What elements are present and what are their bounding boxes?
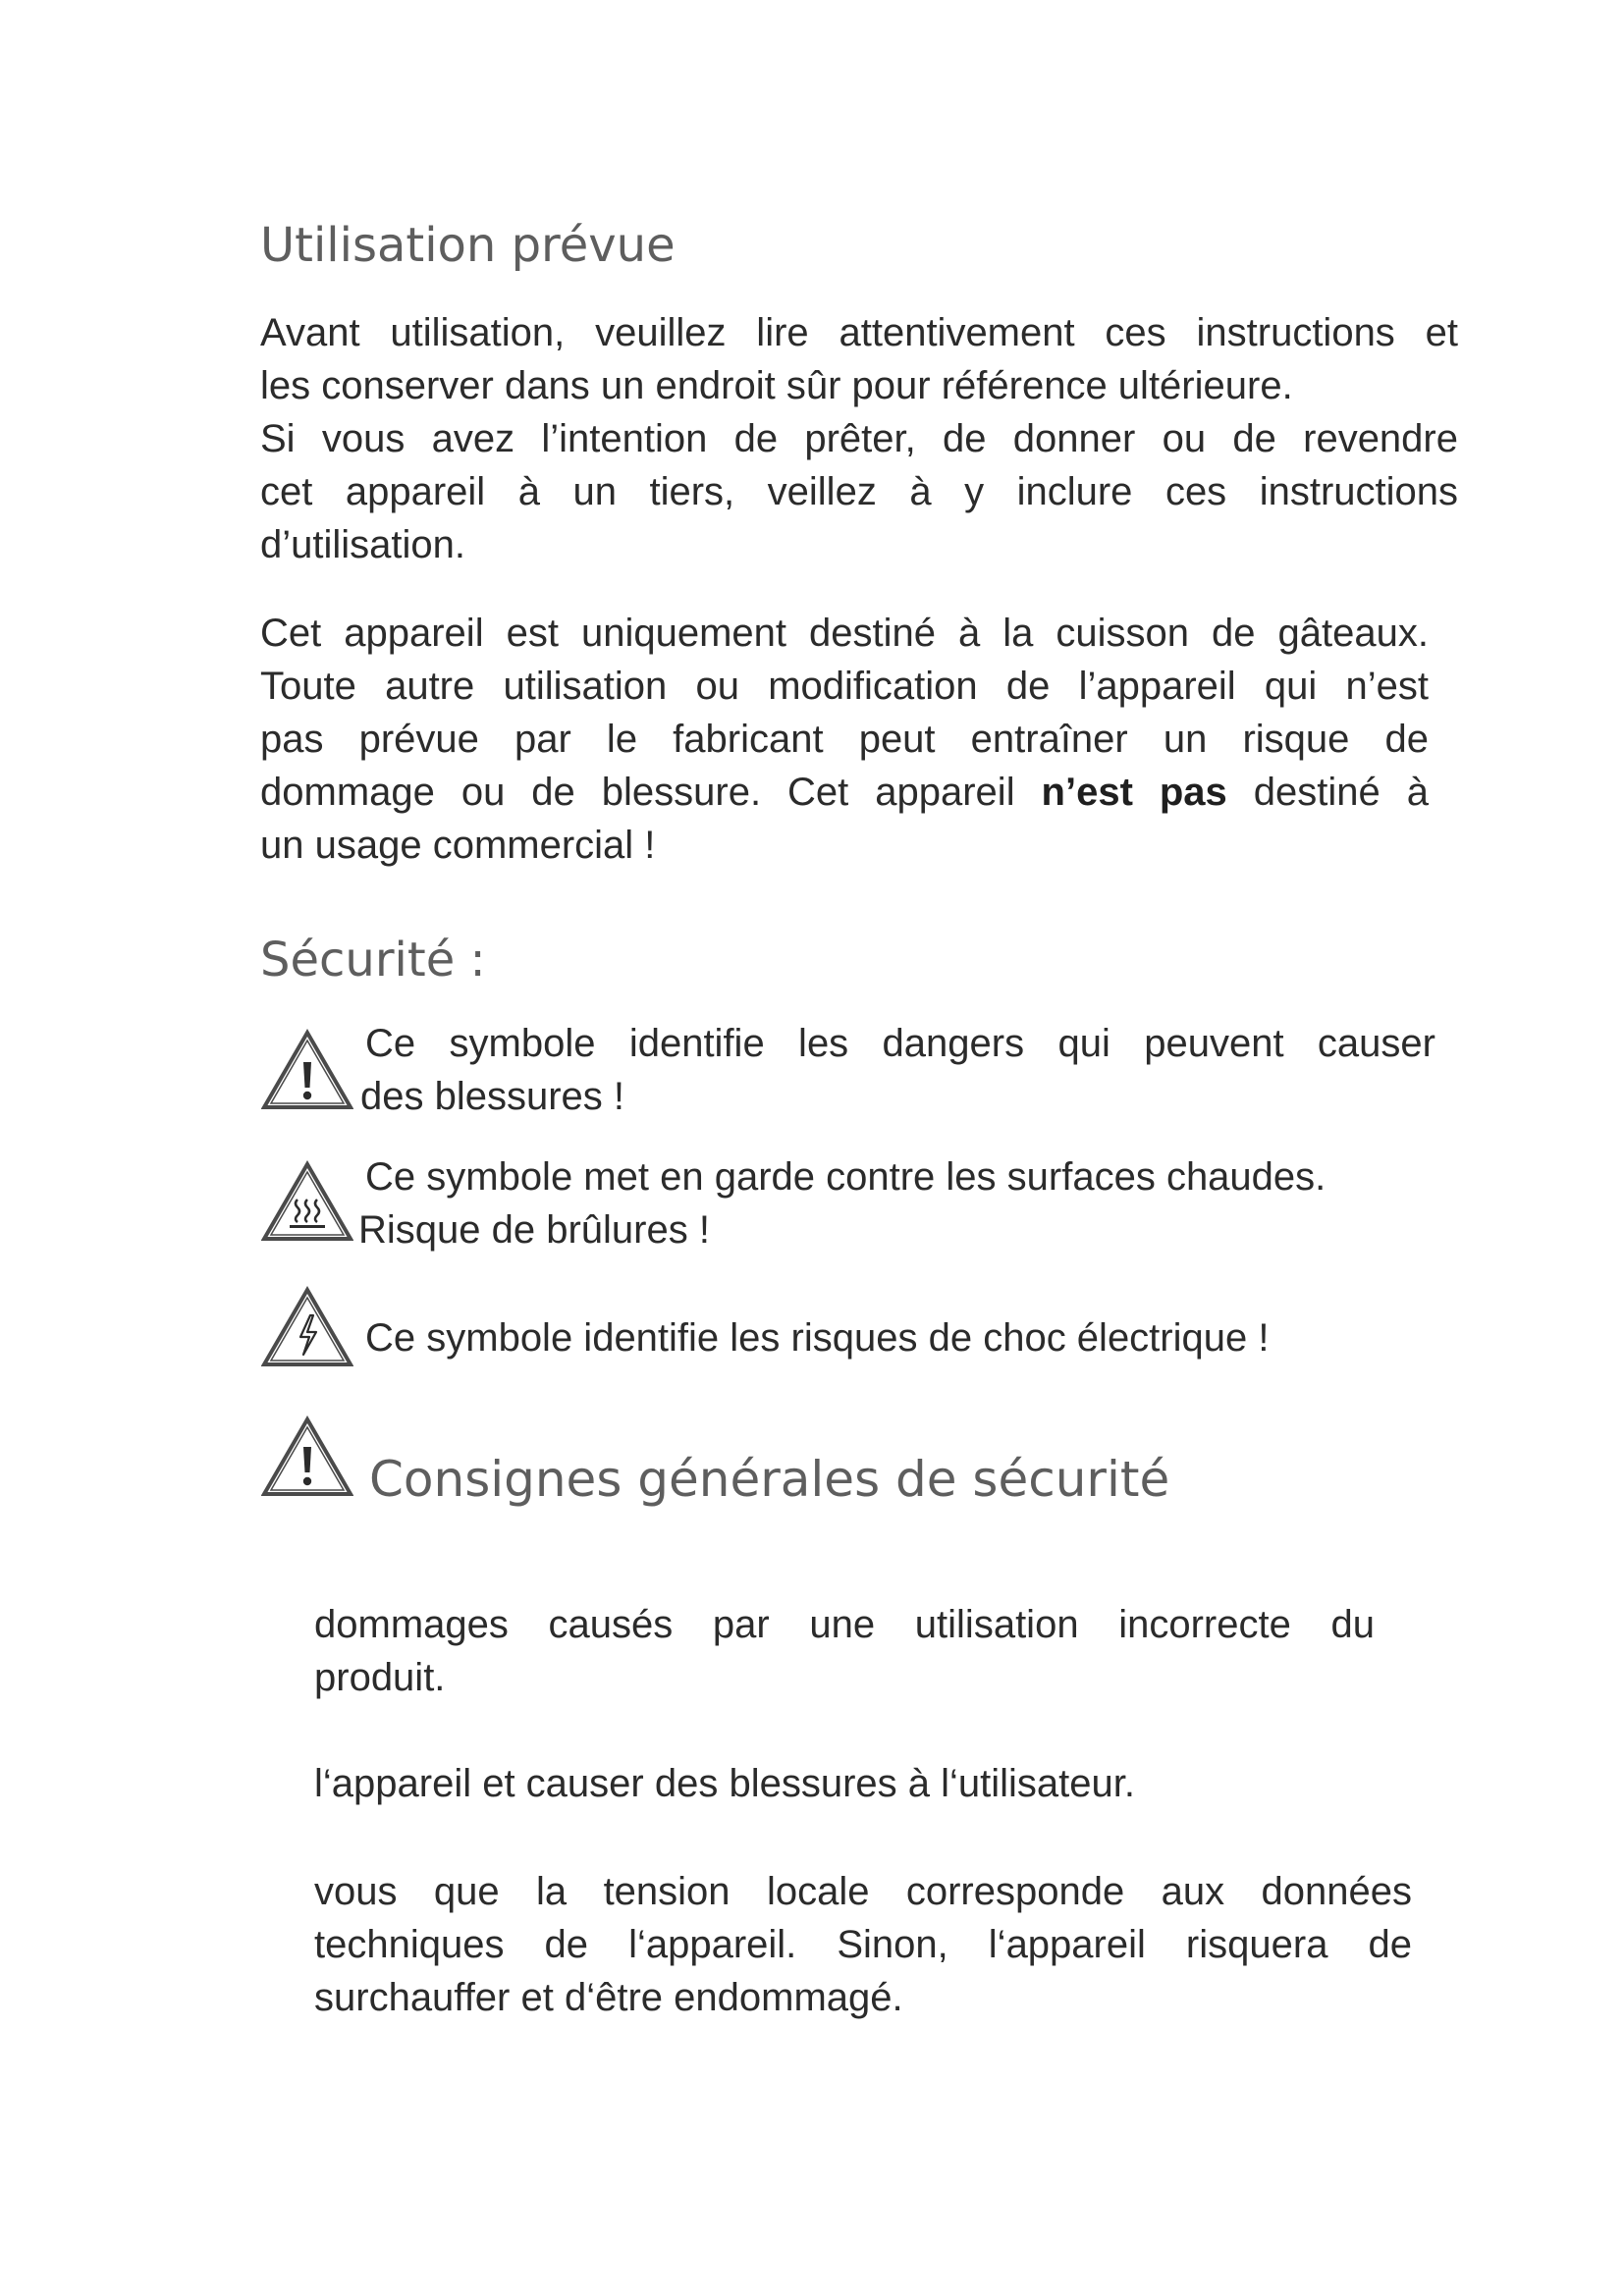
text-line: dommages causés par une utilisation incorrecte du bbox=[314, 1603, 1375, 1646]
text-segment: dommage ou de blessure. Cet appareil bbox=[260, 771, 1042, 814]
text-line: produit. bbox=[314, 1656, 446, 1699]
text-segment: destiné à bbox=[1226, 771, 1429, 814]
text-line: d’utilisation. bbox=[260, 523, 466, 566]
text-line: un usage commercial ! bbox=[260, 824, 656, 867]
symbol-hot-surface-description bbox=[365, 1150, 1326, 1203]
text-line: Si vous avez l’intention de prêter, de donner ou de revendre bbox=[260, 417, 1458, 460]
warning-exclamation-icon bbox=[261, 1029, 353, 1111]
hot-surface-icon bbox=[261, 1160, 353, 1243]
intended-use-paragraph-2 bbox=[260, 607, 1429, 872]
general-safety-item-1 bbox=[314, 1598, 1375, 1704]
text-line: des blessures ! bbox=[360, 1075, 625, 1118]
general-safety-item-2 bbox=[314, 1757, 1375, 1810]
electric-shock-icon bbox=[261, 1286, 353, 1368]
text-line: Toute autre utilisation ou modification de l’appareil qui n’est bbox=[260, 665, 1429, 708]
heading-intended-use: Utilisation prévue bbox=[260, 218, 676, 273]
symbol-danger-description bbox=[365, 1017, 1435, 1070]
text-line: vous que la tension locale corresponde aux données bbox=[314, 1870, 1412, 1913]
general-safety-item-3 bbox=[314, 1865, 1412, 2024]
text-line: Ce symbole identifie les risques de choc électrique ! bbox=[365, 1316, 1270, 1360]
text-line: Ce symbole identifie les dangers qui peuvent causer bbox=[365, 1022, 1435, 1065]
emphasis-not-intended: n’est pas bbox=[1041, 771, 1227, 814]
text-line bbox=[260, 766, 1429, 819]
symbol-danger-description-cont bbox=[360, 1070, 624, 1123]
text-line: pas prévue par le fabricant peut entraîner un risque de bbox=[260, 718, 1429, 761]
symbol-electric-description bbox=[365, 1311, 1269, 1364]
text-line: Ce symbole met en garde contre les surfaces chaudes. bbox=[365, 1155, 1326, 1199]
symbol-hot-surface-description-cont bbox=[358, 1203, 710, 1256]
text-line: Cet appareil est uniquement destiné à la cuisson de gâteaux. bbox=[260, 612, 1429, 655]
heading-general-safety: Consignes générales de sécurité bbox=[369, 1451, 1170, 1508]
text-line: l‘appareil et causer des blessures à l‘utilisateur. bbox=[314, 1762, 1135, 1805]
text-line: cet appareil à un tiers, veillez à y inclure ces instructions bbox=[260, 470, 1458, 513]
text-line: surchauffer et d‘être endommagé. bbox=[314, 1976, 903, 2019]
text-line: Risque de brûlures ! bbox=[358, 1208, 710, 1252]
text-line: techniques de l‘appareil. Sinon, l‘appareil risquera de bbox=[314, 1923, 1412, 1966]
warning-exclamation-icon bbox=[261, 1415, 353, 1498]
text-line: Avant utilisation, veuillez lire attentivement ces instructions et bbox=[260, 311, 1458, 354]
intended-use-paragraph-1 bbox=[260, 306, 1458, 571]
heading-safety: Sécurité : bbox=[260, 933, 486, 988]
text-line: les conserver dans un endroit sûr pour référence ultérieure. bbox=[260, 364, 1293, 407]
